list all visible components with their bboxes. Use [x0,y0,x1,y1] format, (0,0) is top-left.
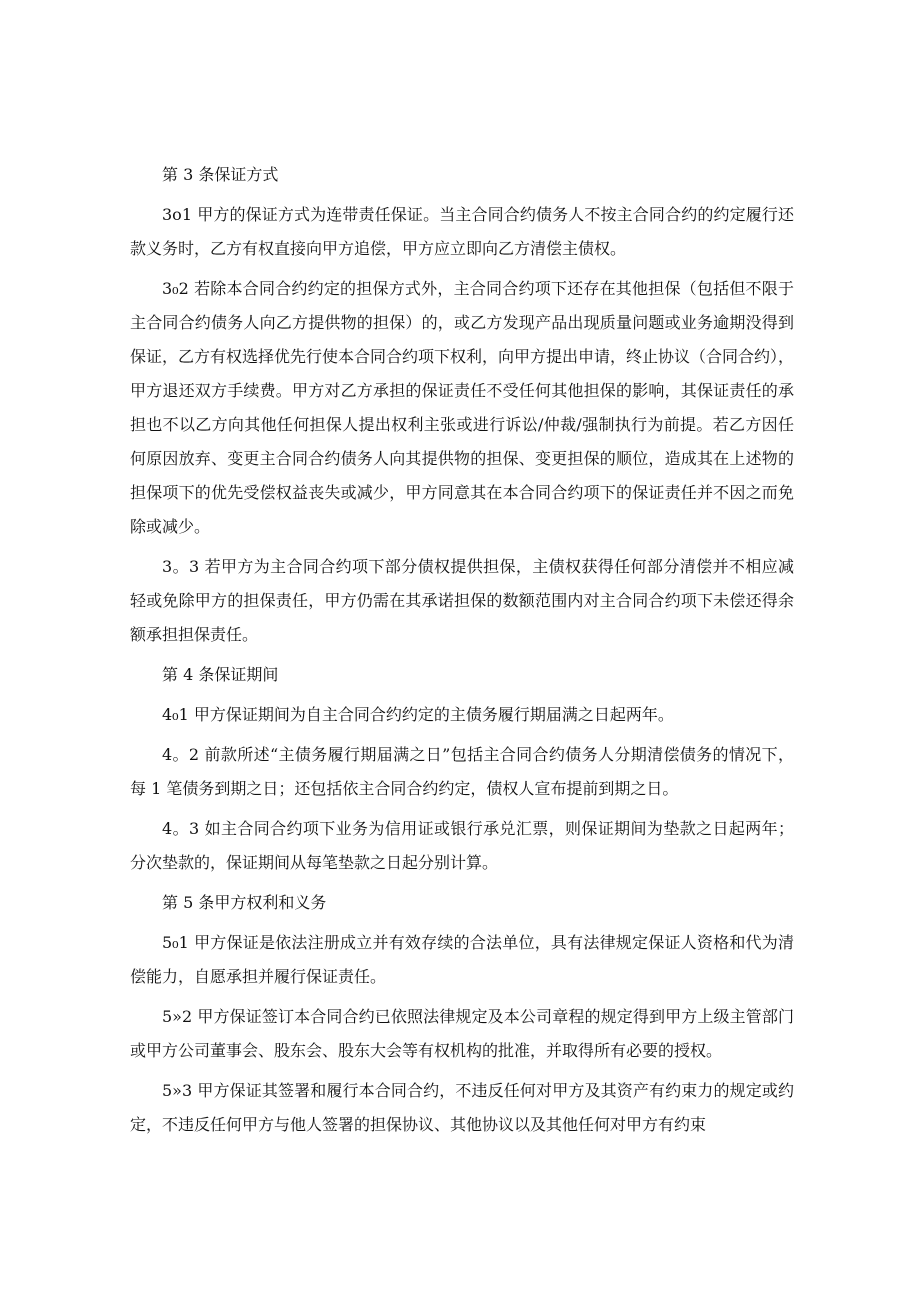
clause-5-2: 5»2 甲方保证签订本合同合约已依照法律规定及本公司章程的规定得到甲方上级主管部门或甲方公司董事会、股东会、股东大会等有权机构的批准，并取得所有必要的授权。 [130,1007,794,1060]
clause-5-3: 5»3 甲方保证其签署和履行本合同合约，不违反任何对甲方及其资产有约束力的规定或约定，不违反任何甲方与他人签署的担保协议、其他协议以及其他任何对甲方有约束 [130,1081,794,1134]
clause-3-1: 3o1 甲方的保证方式为连带责任保证。当主合同合约债务人不按主合同合约的约定履行还款义务时，乙方有权直接向甲方追偿，甲方应立即向乙方清偿主债权。 [130,205,794,258]
article-3-heading: 第 3 条保证方式 [162,165,279,184]
clause-4-3: 4。3 如主合同合约项下业务为信用证或银行承兑汇票，则保证期间为垫款之日起两年；分次垫款的，保证期间从每笔垫款之日起分别计算。 [130,819,794,872]
clause-4-1: 4₀1 甲方保证期间为自主合同合约约定的主债务履行期届满之日起两年。 [162,705,674,724]
clause-3-3: 3。3 若甲方为主合同合约项下部分债权提供担保，主债权获得任何部分清偿并不相应减轻或免除甲方的担保责任，甲方仍需在其承诺担保的数额范围内对主合同合约项下未偿还得余额承担担保责任。 [130,557,794,644]
clause-4-2: 4。2 前款所述“主债务履行期届满之日”包括主合同合约债务人分期清偿债务的情况下，每 1 笔债务到期之日；还包括依主合同合约约定，债权人宣布提前到期之日。 [130,745,794,798]
clause-5-1: 5₀1 甲方保证是依法注册成立并有效存续的合法单位，具有法律规定保证人资格和代为清偿能力，自愿承担并履行保证责任。 [130,933,794,986]
article-5-heading: 第 5 条甲方权利和义务 [162,893,327,912]
article-4-heading: 第 4 条保证期间 [162,665,279,684]
clause-3-2: 3₀2 若除本合同合约约定的担保方式外，主合同合约项下还存在其他担保（包括但不限于主合同合约债务人向乙方提供物的担保）的，或乙方发现产品出现质量问题或业务逾期没得到保证，乙方有权选择优先行使本合同合约项下权利，向甲方提出申请，终止协议（合同合约），甲方退还双方手续费。甲方对乙方承担的保证责任不受任何其他担保的影响，其保证责任的承担也不以乙方向其他任何担保人提出权利主张或进行诉讼/仲裁/强制执行为前提。若乙方因任何原因放弃、变更主合同合约债务人向其提供物的担保、变更担保的顺位，造成其在上述物的担保项下的优先受偿权益丧失或减少，甲方同意其在本合同合约项下的保证责任并不因之而免除或减少。 [130,279,795,536]
document-body [130,158,794,1148]
